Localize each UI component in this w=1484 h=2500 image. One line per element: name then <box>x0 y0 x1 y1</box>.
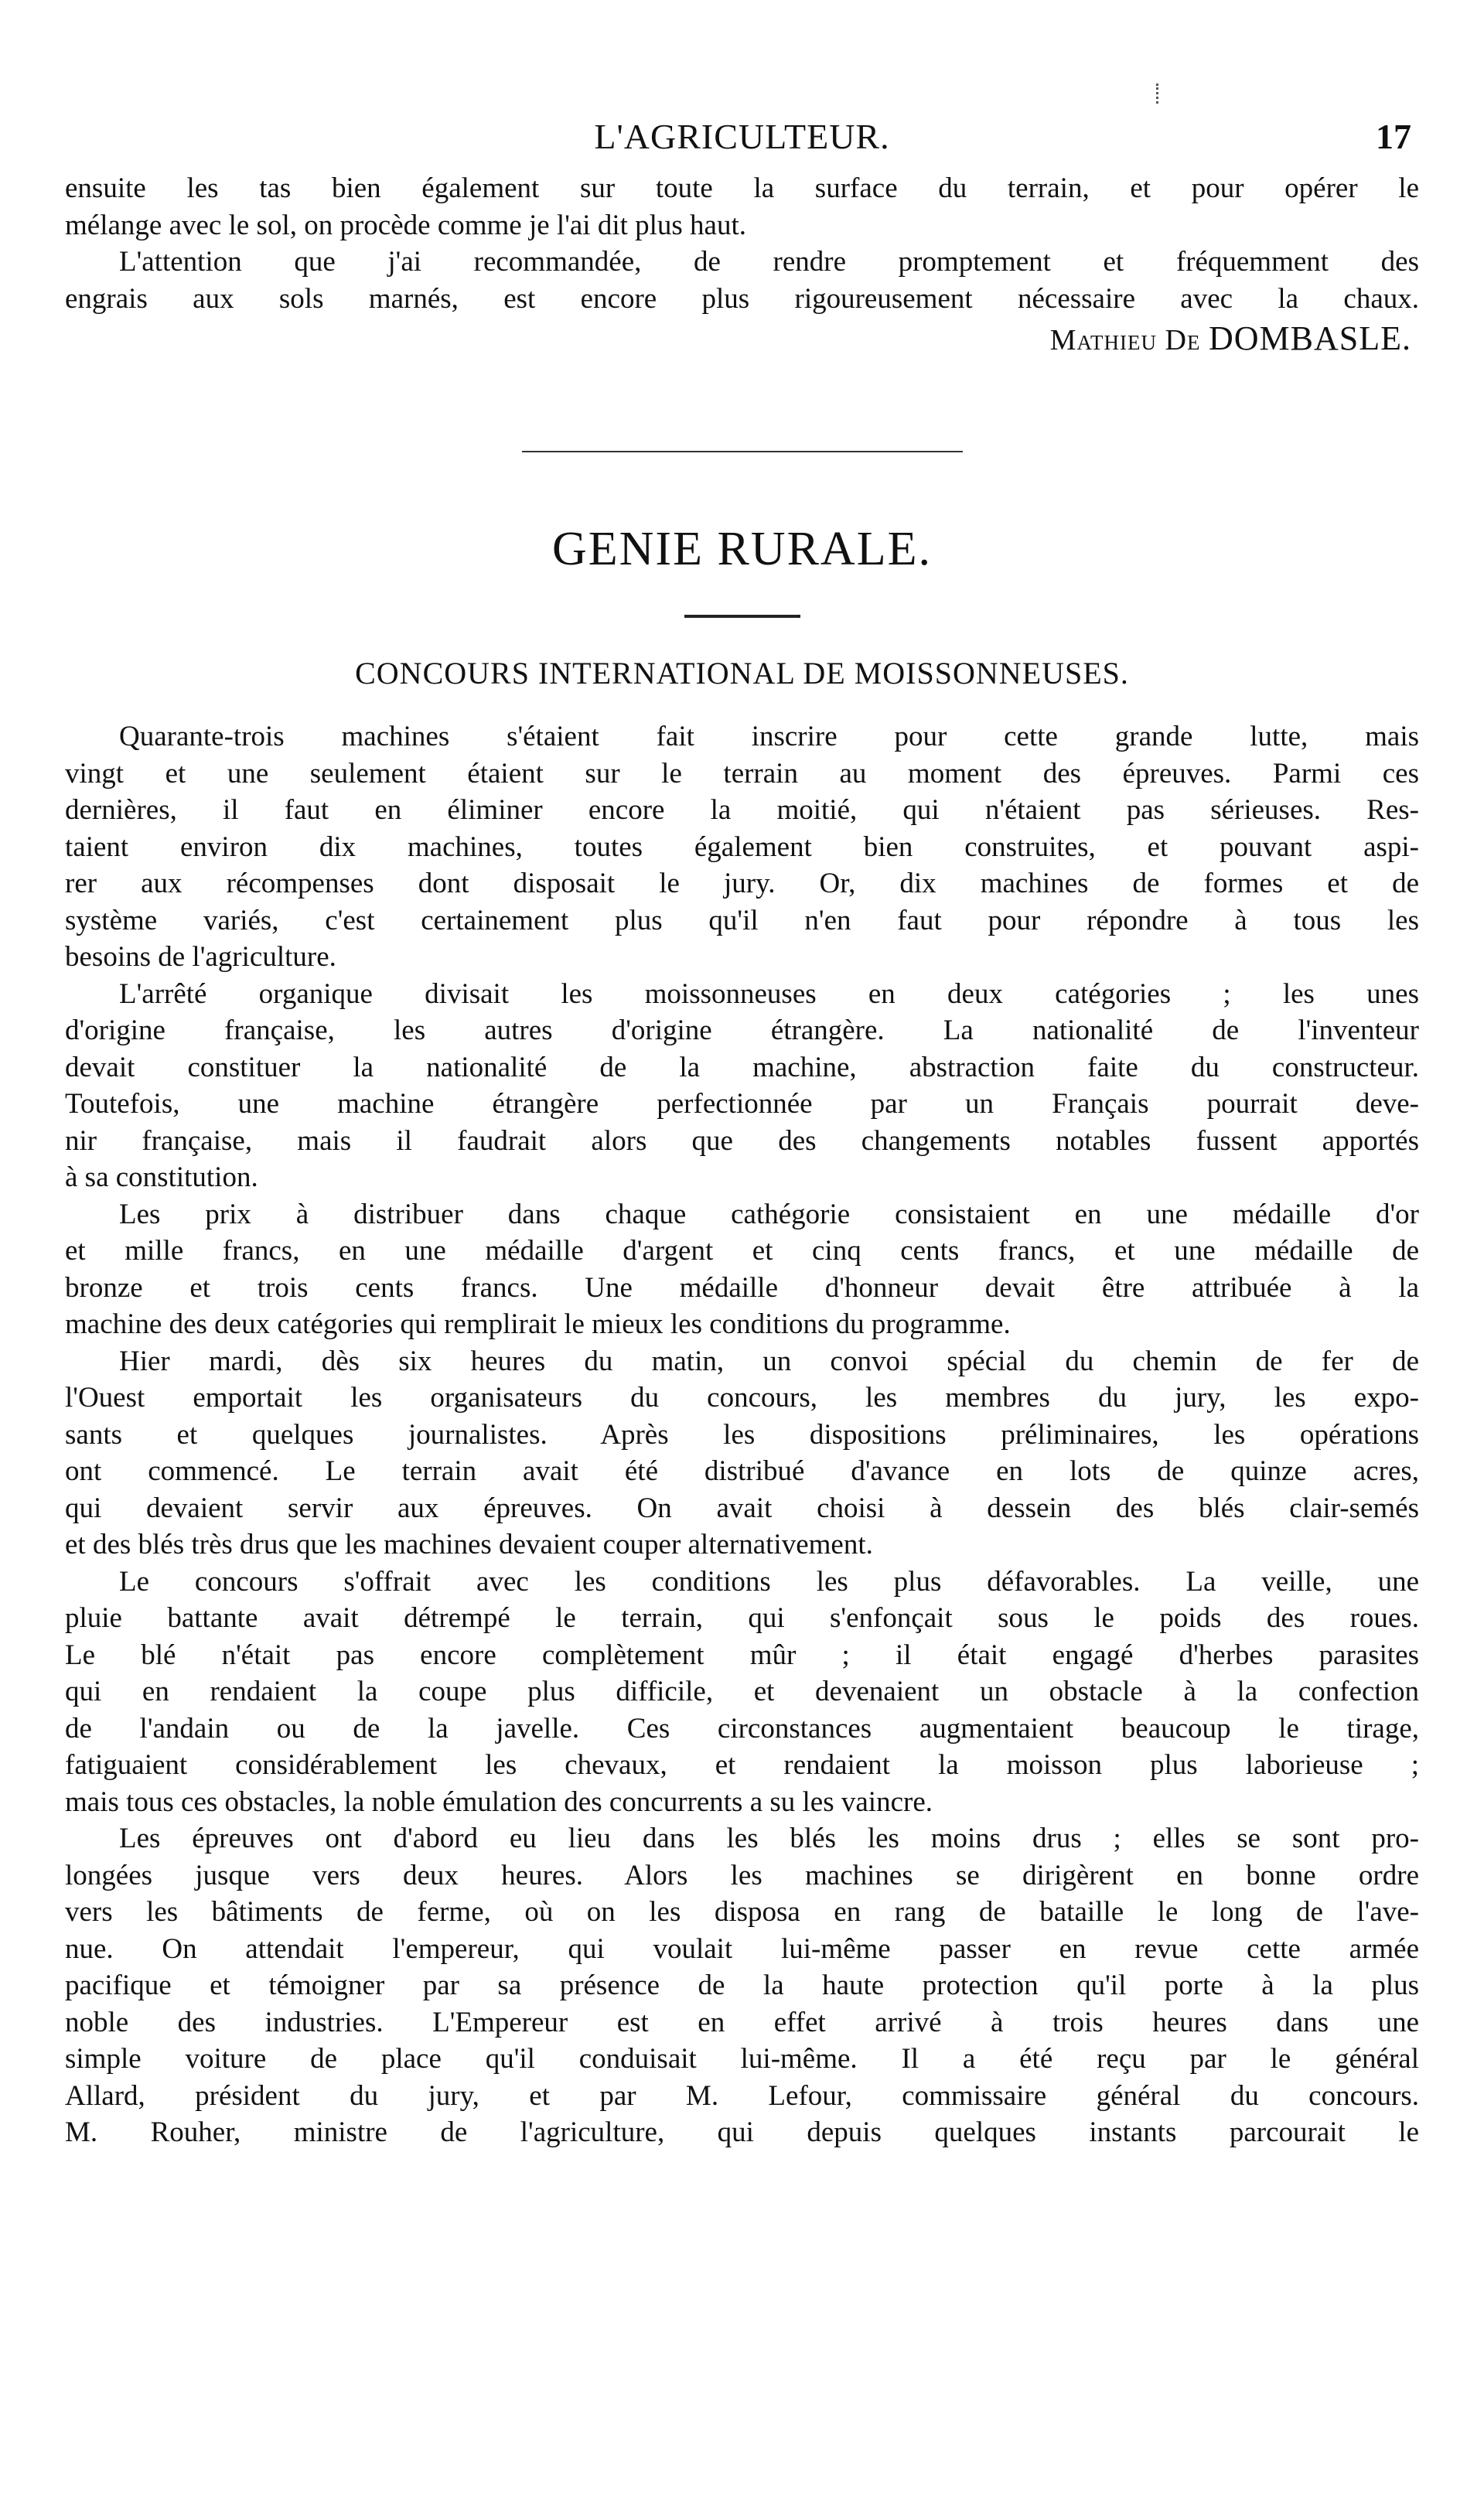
paragraph <box>65 1196 1419 1343</box>
text-line: Le concours s'offrait avec les conditions les plus défavorables. La veille, une <box>119 1565 1419 1598</box>
paragraph <box>65 244 1419 317</box>
text-line: qui en rendaient la coupe plus difficile, et devenaient un obstacle à la confection <box>65 1676 1419 1707</box>
article-body <box>65 718 1419 2151</box>
page-number: 17 <box>1376 117 1411 156</box>
text-line: Les prix à distribuer dans chaque cathégorie consistaient en une médaille d'or <box>119 1198 1419 1230</box>
text-line: besoins de l'agriculture. <box>65 941 336 973</box>
text-line: engrais aux sols marnés, est encore plus rigoureusement nécessaire avec la chaux. <box>65 282 1419 315</box>
text-line: de l'andain ou de la javelle. Ces circonstances augmentaient beaucoup le tirage, <box>65 1712 1419 1745</box>
stray-mark <box>1156 84 1162 104</box>
text-line: fatiguaient considérablement les chevaux, et rendaient la moisson plus laborieuse ; <box>65 1749 1419 1781</box>
text-line: ensuite les tas bien également sur toute la surface du terrain, et pour opérer le <box>65 172 1419 204</box>
text-line: Le blé n'était pas encore complètement mûr ; il était engagé d'herbes parasites <box>65 1639 1419 1671</box>
paragraph <box>65 1564 1419 1821</box>
text-line: rer aux récompenses dont disposait le jury. Or, dix machines de formes et de <box>65 868 1419 899</box>
text-line: longées jusque vers deux heures. Alors les machines se dirigèrent en bonne ordre <box>65 1859 1419 1891</box>
running-title: L'AGRICULTEUR. <box>594 117 890 156</box>
paragraph <box>65 1820 1419 2151</box>
text-line: Les épreuves ont d'abord eu lieu dans les blés les moins drus ; elles se sont pro- <box>119 1823 1419 1854</box>
text-line: machine des deux catégories qui remplirait le mieux les conditions du programme. <box>65 1308 1011 1340</box>
text-line: pluie battante avait détrempé le terrain, qui s'enfonçait sous le poids des roues. <box>65 1602 1419 1634</box>
text-line: ont commencé. Le terrain avait été distribué d'avance en lots de quinze acres, <box>65 1455 1419 1487</box>
text-line: Quarante-trois machines s'étaient fait inscrire pour cette grande lutte, mais <box>119 721 1419 752</box>
article-subtitle: CONCOURS INTERNATIONAL DE MOISSONNEUSES. <box>355 656 1129 691</box>
paragraph <box>65 1343 1419 1564</box>
text-line: vers les bâtiments de ferme, où on les disposa en rang de bataille le long de l'ave- <box>65 1896 1419 1928</box>
text-line: M. Rouher, ministre de l'agriculture, qui depuis quelques instants parcourait le <box>65 2116 1419 2148</box>
text-line: vingt et une seulement étaient sur le terrain au moment des épreuves. Parmi ces <box>65 757 1419 790</box>
text-line: dernières, il faut en éliminer encore la moitié, qui n'étaient pas sérieuses. Res- <box>65 794 1419 826</box>
text-line: Allard, président du jury, et par M. Lefour, commissaire général du concours. <box>65 2079 1419 2112</box>
text-line: qui devaient servir aux épreuves. On avait choisi à dessein des blés clair-semés <box>65 1492 1419 1524</box>
text-line: nue. On attendait l'empereur, qui voulait lui-même passer en revue cette armée <box>65 1932 1419 1965</box>
text-line: Hier mardi, dès six heures du matin, un convoi spécial du chemin de fer de <box>119 1345 1419 1377</box>
text-line: l'Ouest emportait les organisateurs du concours, les membres du jury, les expo- <box>65 1382 1419 1414</box>
title-rule <box>684 615 800 618</box>
text-line: mélange avec le sol, on procède comme je l'ai dit plus haut. <box>65 209 747 241</box>
text-line: devait constituer la nationalité de la machine, abstraction faite du constructeur. <box>65 1051 1419 1083</box>
text-line: à sa constitution. <box>65 1161 258 1193</box>
text-line: L'attention que j'ai recommandée, de rendre promptement et fréquemment des <box>119 246 1419 278</box>
text-line: mais tous ces obstacles, la noble émulation des concurrents a su les vaincre. <box>65 1785 933 1818</box>
text-line: nir française, mais il faudrait alors que des changements notables fussent apportés <box>65 1124 1419 1157</box>
top-text <box>65 170 1419 317</box>
section-title: GENIE RURALE. <box>552 523 932 575</box>
paragraph <box>65 170 1419 244</box>
paragraph <box>65 976 1419 1196</box>
text-line: d'origine française, les autres d'origine étrangère. La nationalité de l'inventeur <box>65 1015 1419 1046</box>
text-line: et des blés très drus que les machines devaient couper alternativement. <box>65 1529 873 1560</box>
signature-given-name: Mathieu De <box>1049 324 1201 356</box>
paragraph <box>65 718 1419 976</box>
text-line: Toutefois, une machine étrangère perfectionnée par un Français pourrait deve- <box>65 1088 1419 1120</box>
text-line: L'arrêté organique divisait les moissonneuses en deux catégories ; les unes <box>119 977 1419 1010</box>
text-line: pacifique et témoigner par sa présence de la haute protection qu'il porte à la plus <box>65 1970 1419 2001</box>
text-line: simple voiture de place qu'il conduisait lui-même. Il a été reçu par le général <box>65 2043 1419 2075</box>
page-header <box>65 116 1419 170</box>
text-line: sants et quelques journalistes. Après les dispositions préliminaires, les opérations <box>65 1418 1419 1451</box>
signature <box>65 319 1419 358</box>
text-line: et mille francs, en une médaille d'argent et cinq cents francs, et une médaille de <box>65 1235 1419 1267</box>
section-divider <box>522 451 963 452</box>
text-line: bronze et trois cents francs. Une médaille d'honneur devait être attribuée à la <box>65 1271 1419 1304</box>
text-line: noble des industries. L'Empereur est en effet arrivé à trois heures dans une <box>65 2006 1419 2038</box>
text-line: système variés, c'est certainement plus qu'il n'en faut pour répondre à tous les <box>65 904 1419 936</box>
text-line: taient environ dix machines, toutes également bien construites, et pouvant aspi- <box>65 830 1419 863</box>
signature-family-name: DOMBASLE. <box>1208 319 1411 357</box>
